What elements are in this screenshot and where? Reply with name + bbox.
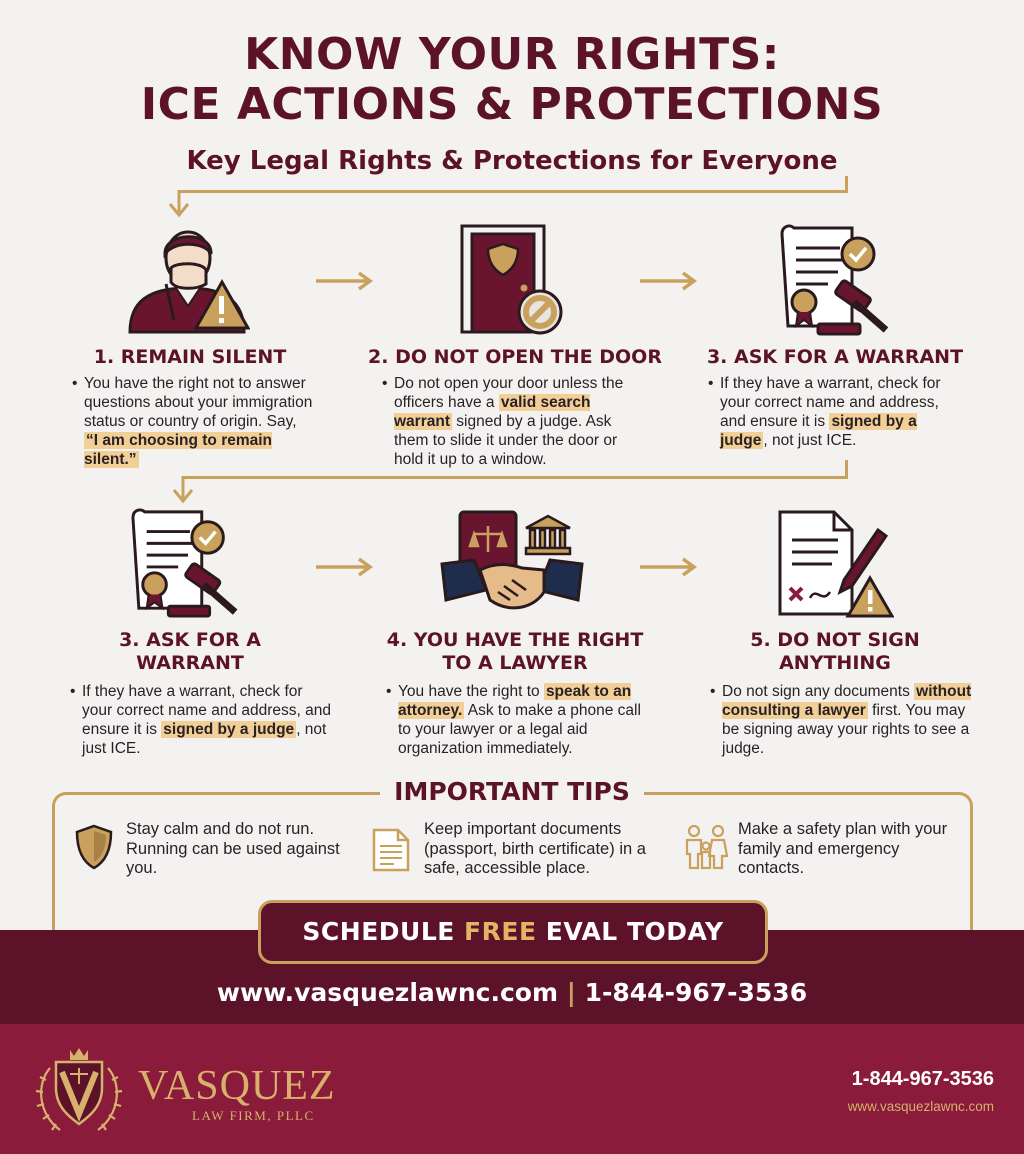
card-title-ask-for-warrant-2	[80, 629, 300, 675]
bullet: •	[386, 683, 392, 700]
separator: |	[566, 978, 576, 1007]
body-text: Do not open your door unless the officers have a	[394, 375, 624, 411]
flow-line	[178, 190, 848, 193]
card-body-right-to-lawyer	[386, 682, 648, 758]
website-link[interactable]: www.vasquezlawnc.com	[216, 978, 559, 1007]
body-text: You have the right to	[398, 683, 544, 700]
card-body-remain-silent	[72, 374, 314, 469]
card-title-line: 5. DO NOT SIGN	[750, 629, 920, 651]
tip-text: Keep important documents (passport, birth certificate) in a safe, accessible place.	[424, 820, 646, 877]
flow-arrow-down-icon	[170, 476, 196, 504]
card-body-ask-for-warrant-2	[70, 682, 332, 758]
body-text: , not just ICE.	[82, 721, 327, 757]
contact-line	[0, 978, 1024, 1007]
body-text: Ask to make a phone call to your lawyer or a legal aid organization immediately.	[398, 702, 641, 757]
body-text: first. You may be signing away your rights to see a judge.	[722, 702, 970, 757]
shield-icon	[74, 824, 114, 870]
bullet: •	[708, 375, 714, 392]
card-title-right-to-lawyer	[370, 629, 660, 675]
tips-title: IMPORTANT TIPS	[380, 777, 644, 806]
card-title-do-not-open-door: 2. DO NOT OPEN THE DOOR	[368, 346, 662, 368]
body-text: , not just ICE.	[763, 432, 857, 449]
body-text: You have the right not to answer questions about your immigration status or country of origin. Say,	[84, 375, 313, 430]
page-title	[0, 30, 1024, 130]
tip-text: Make a safety plan with your family and emergency contacts.	[738, 820, 948, 877]
document-sign-warning-icon	[776, 508, 894, 620]
flow-arrow-down-icon	[166, 190, 192, 218]
flow-line	[845, 460, 848, 479]
highlighted-text: speak to an attorney.	[398, 683, 632, 719]
card-title-line: TO A LAWYER	[442, 652, 588, 674]
highlighted-text: signed by a judge	[720, 413, 917, 449]
card-title-ask-for-warrant: 3. ASK FOR A WARRANT	[706, 346, 964, 368]
law-firm-crest-icon	[30, 1044, 128, 1136]
phone-link[interactable]: 1-844-967-3536	[584, 978, 808, 1007]
card-title-line: WARRANT	[136, 652, 244, 674]
body-text: signed by a judge. Ask them to slide it under the door or hold it up to a window.	[394, 413, 618, 468]
logo-subtitle: LAW FIRM, PLLC	[192, 1108, 315, 1123]
arrow-right-icon	[640, 557, 698, 577]
silent-person-icon	[126, 224, 250, 334]
card-body-ask-for-warrant	[708, 374, 958, 450]
card-title-line: 4. YOU HAVE THE RIGHT	[386, 629, 644, 651]
page-subtitle: Key Legal Rights & Protections for Everyone	[186, 146, 838, 176]
logo-name: VASQUEZ	[138, 1063, 336, 1109]
document-icon	[372, 824, 412, 872]
arrow-right-icon	[316, 557, 374, 577]
bullet: •	[710, 683, 716, 700]
bullet: •	[72, 375, 78, 392]
bullet: •	[70, 683, 76, 700]
highlighted-text: without consulting a lawyer	[722, 683, 972, 719]
card-title-line: ANYTHING	[779, 652, 891, 674]
card-title-line: 3. ASK FOR A	[119, 629, 261, 651]
schedule-eval-button[interactable]	[258, 900, 768, 964]
family-icon	[684, 824, 730, 870]
body-text: If they have a warrant, check for your correct name and address, and ensure it is	[82, 683, 331, 738]
flow-line	[182, 476, 848, 479]
warrant-gavel-icon	[122, 506, 252, 620]
body-text: If they have a warrant, check for your correct name and address, and ensure it is	[720, 375, 941, 430]
footer-website[interactable]: www.vasquezlawnc.com	[847, 1099, 994, 1114]
card-title-do-not-sign	[720, 629, 950, 675]
arrow-right-icon	[316, 271, 374, 291]
handshake-lawyer-icon	[440, 508, 584, 618]
title-line-1: KNOW YOUR RIGHTS:	[244, 29, 780, 80]
card-title-remain-silent: 1. REMAIN SILENT	[93, 346, 287, 368]
footer-phone[interactable]: 1-844-967-3536	[851, 1068, 994, 1090]
cta-text: SCHEDULE	[302, 917, 465, 946]
arrow-right-icon	[640, 271, 698, 291]
highlighted-text: signed by a judge	[163, 721, 295, 738]
bullet: •	[382, 375, 388, 392]
flow-line	[845, 176, 848, 193]
warrant-gavel-icon	[778, 222, 896, 338]
highlighted-text: “I am choosing to remain silent.”	[84, 432, 273, 468]
highlighted-text: valid search warrant	[394, 394, 591, 430]
title-line-2: ICE ACTIONS & PROTECTIONS	[140, 79, 884, 130]
door-icon	[460, 222, 570, 336]
body-text: Do not sign any documents	[722, 683, 915, 700]
tip-text: Stay calm and do not run. Running can be used against you.	[126, 820, 340, 877]
cta-free-text: FREE	[464, 917, 537, 946]
card-body-do-not-open-door	[382, 374, 644, 469]
cta-text: EVAL TODAY	[536, 917, 724, 946]
card-body-do-not-sign	[710, 682, 977, 758]
